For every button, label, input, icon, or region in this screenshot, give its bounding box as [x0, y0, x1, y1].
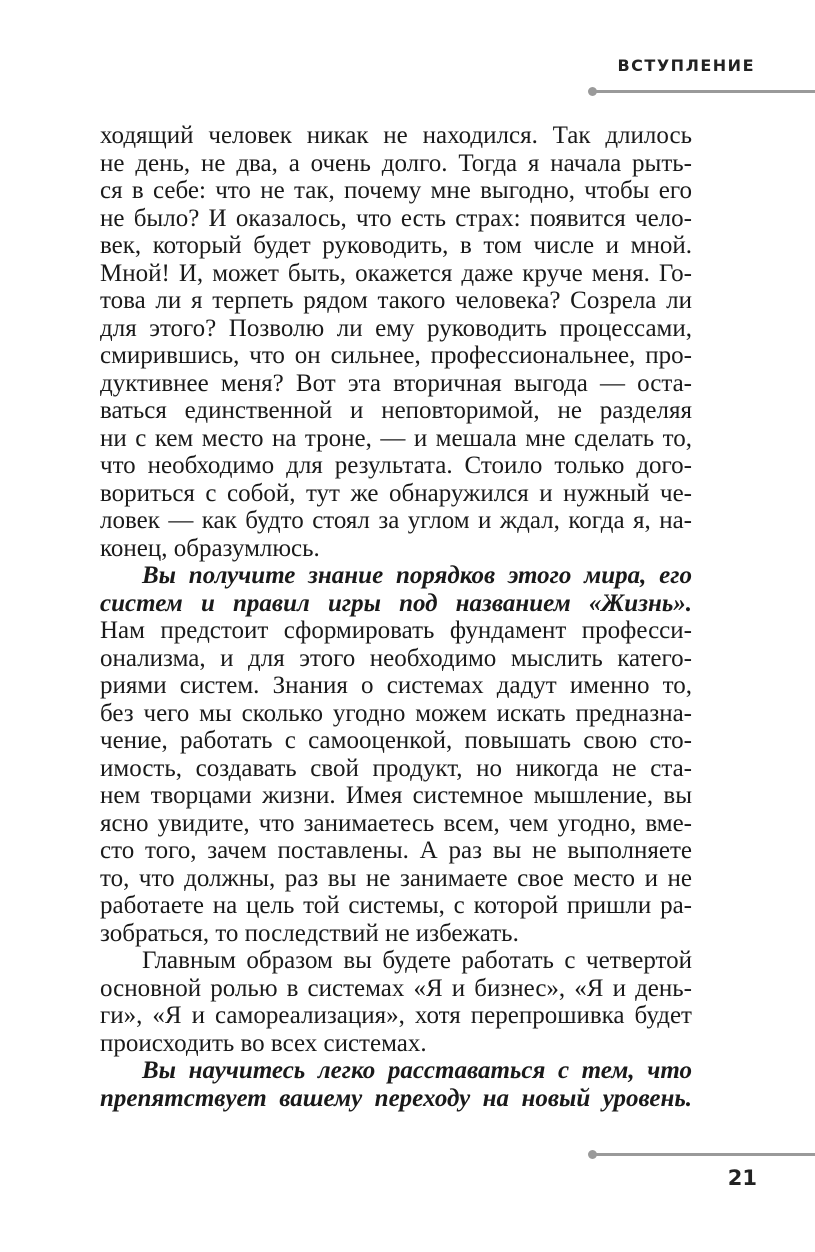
text-line: зобраться, то последствий не избежать.: [100, 919, 519, 947]
text-line: чение, работать с самооценкой, повышать свою сто-: [100, 727, 692, 754]
emphasis-line: препятствует вашему переходу на новый уровень.: [100, 1084, 692, 1112]
text-line: ни с кем место на троне, — и мешала мне сделать то,: [100, 424, 692, 452]
emphasis-line: Вы научитесь легко расставаться с тем, что: [142, 1057, 692, 1084]
text-line: основной ролью в системах «Я и бизнес», «Я и день-: [100, 974, 692, 1002]
text-line: онализма, и для этого необходимо мыслить катего-: [100, 644, 692, 672]
text-line: что необходимо для результата. Стоило только дого-: [100, 452, 692, 479]
text-line: Главным образом вы будете работать с четвертой: [142, 947, 692, 974]
text-line: не день, не два, а очень долго. Тогда я начала рыть-: [100, 149, 692, 177]
text-line: для этого? Позволю ли ему руководить процессами,: [100, 314, 692, 342]
text-line: то, что должны, раз вы не занимаете свое место и не: [100, 864, 692, 892]
text-line: ваться единственной и неповторимой, не разделяя: [100, 397, 692, 424]
text-line: конец, образумлюсь.: [100, 534, 320, 562]
rule-dot: [588, 1150, 597, 1159]
text-line: дуктивнее меня? Вот эта вторичная выгода — оста-: [100, 369, 692, 397]
emphasis-line: систем и правил игры под названием «Жизнь».: [100, 589, 692, 617]
text-line: вориться с собой, тут же обнаружился и нужный че-: [100, 479, 692, 507]
text-line: ся в себе: что не так, почему мне выгодно, чтобы его: [100, 177, 692, 204]
text-line: риями систем. Знания о системах дадут именно то,: [100, 672, 692, 699]
page-number: 21: [727, 1166, 757, 1190]
footer-rule: [592, 1153, 815, 1156]
text-line: не было? И оказалось, что есть страх: появится чело-: [100, 204, 692, 232]
text-line: ясно увидите, что занимаетесь всем, чем угодно, вме-: [100, 809, 692, 837]
text-line: имость, создавать свой продукт, но никогда не ста-: [100, 754, 692, 782]
text-line: нем творцами жизни. Имея системное мышление, вы: [100, 782, 692, 809]
text-line: смирившись, что он сильнее, профессиональнее, про-: [100, 342, 692, 369]
running-head: ВСТУПЛЕНИЕ: [617, 56, 755, 75]
text-line: Нам предстоит сформировать фундамент професси-: [100, 617, 692, 644]
rule-dot: [588, 87, 597, 96]
emphasis-line: Вы получите знание порядков этого мира, его: [142, 562, 692, 589]
text-line: работаете на цель той системы, с которой пришли ра-: [100, 892, 692, 919]
header-rule: [592, 90, 815, 93]
text-line: происходить во всех системах.: [100, 1029, 427, 1057]
text-line: сто того, зачем поставлены. А раз вы не выполняете: [100, 837, 692, 864]
text-line: без чего мы сколько угодно можем искать предназна-: [100, 699, 692, 727]
text-line: това ли я терпеть рядом такого человека? Созрела ли: [100, 287, 692, 314]
text-line: век, который будет руководить, в том числе и мной.: [100, 232, 692, 259]
text-line: ги», «Я и самореализация», хотя перепрошивка будет: [100, 1002, 692, 1029]
text-line: ловек — как будто стоял за углом и ждал, когда я, на-: [100, 507, 692, 534]
body-text: [100, 122, 692, 1112]
text-line: Мной! И, может быть, окажется даже круче меня. Го-: [100, 259, 692, 287]
text-line: ходящий человек никак не находился. Так длилось: [100, 122, 692, 149]
